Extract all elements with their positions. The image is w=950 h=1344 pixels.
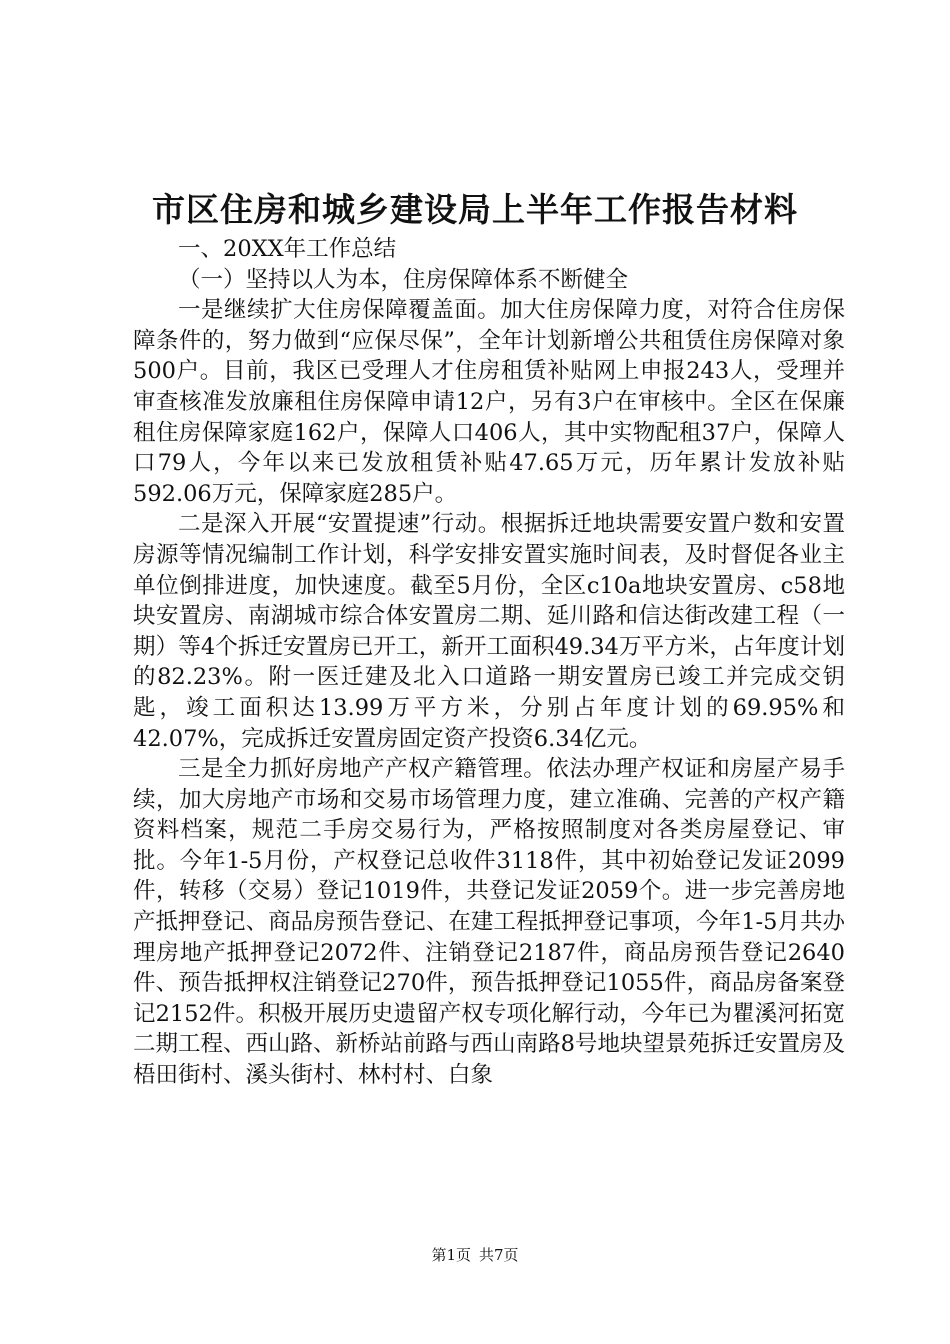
- document-title: 市区住房和城乡建设局上半年工作报告材料: [152, 190, 798, 229]
- total-pages: 共7页: [479, 1246, 519, 1264]
- paragraph-property-rights: 三是全力抓好房地产产权产籍管理。依法办理产权证和房屋产易手续，加大房地产市场和交易市场管理力度，建立准确、完善的产权产籍资料档案，规范二手房交易行为，严格按照制度对各类房屋登记、审批。今年1-5月份，产权登记总收件3118件，其中初始登记发证2099件，转移（交易）登记1019件，共登记发证2059个。进一步完善房地产抵押登记、商品房预告登记、在建工程抵押登记事项，今年1-5月共办理房地产抵押登记2072件、注销登记2187件，商品房预告登记2640件、预告抵押权注销登记270件，预告抵押登记1055件，商品房备案登记2152件。积极开展历史遗留产权专项化解行动，今年已为瞿溪河拓宽二期工程、西山路、新桥站前路与西山南路8号地块望景苑拆迁安置房及梧田街村、溪头街村、林村村、白象: [133, 756, 845, 1089]
- paragraph-housing-security: 一是继续扩大住房保障覆盖面。加大住房保障力度，对符合住房保障条件的，努力做到“应保尽保”，全年计划新增公共租赁住房保障对象500户。目前，我区已受理人才住房租赁补贴网上申报243人，受理并审查核准发放廉租住房保障申请12户，另有3户在审核中。全区在保廉租住房保障家庭162户，保障人口406人，其中实物配租37户，保障人口79人，今年以来已发放租赁补贴47.65万元，历年累计发放补贴592.06万元，保障家庭285户。: [133, 297, 845, 507]
- page-footer: [0, 1245, 950, 1265]
- section-heading: 一、20XX年工作总结: [178, 236, 397, 262]
- document-body: [133, 234, 845, 1091]
- paragraph-resettlement: 二是深入开展“安置提速”行动。根据拆迁地块需要安置户数和安置房源等情况编制工作计划，科学安排安置实施时间表，及时督促各业主单位倒排进度，加快速度。截至5月份，全区c10a地块安置房、c58地块安置房、南湖城市综合体安置房二期、延川路和信达街改建工程（一期）等4个拆迁安置房已开工，新开工面积49.34万平方米，占年度计划的82.23%。附一医迁建及北入口道路一期安置房已竣工并完成交钥匙，竣工面积达13.99万平方米，分别占年度计划的69.95%和42.07%，完成拆迁安置房固定资产投资6.34亿元。: [133, 511, 845, 752]
- page-number: 第1页: [431, 1246, 471, 1264]
- subsection-heading: （一）坚持以人为本，住房保障体系不断健全: [178, 266, 629, 293]
